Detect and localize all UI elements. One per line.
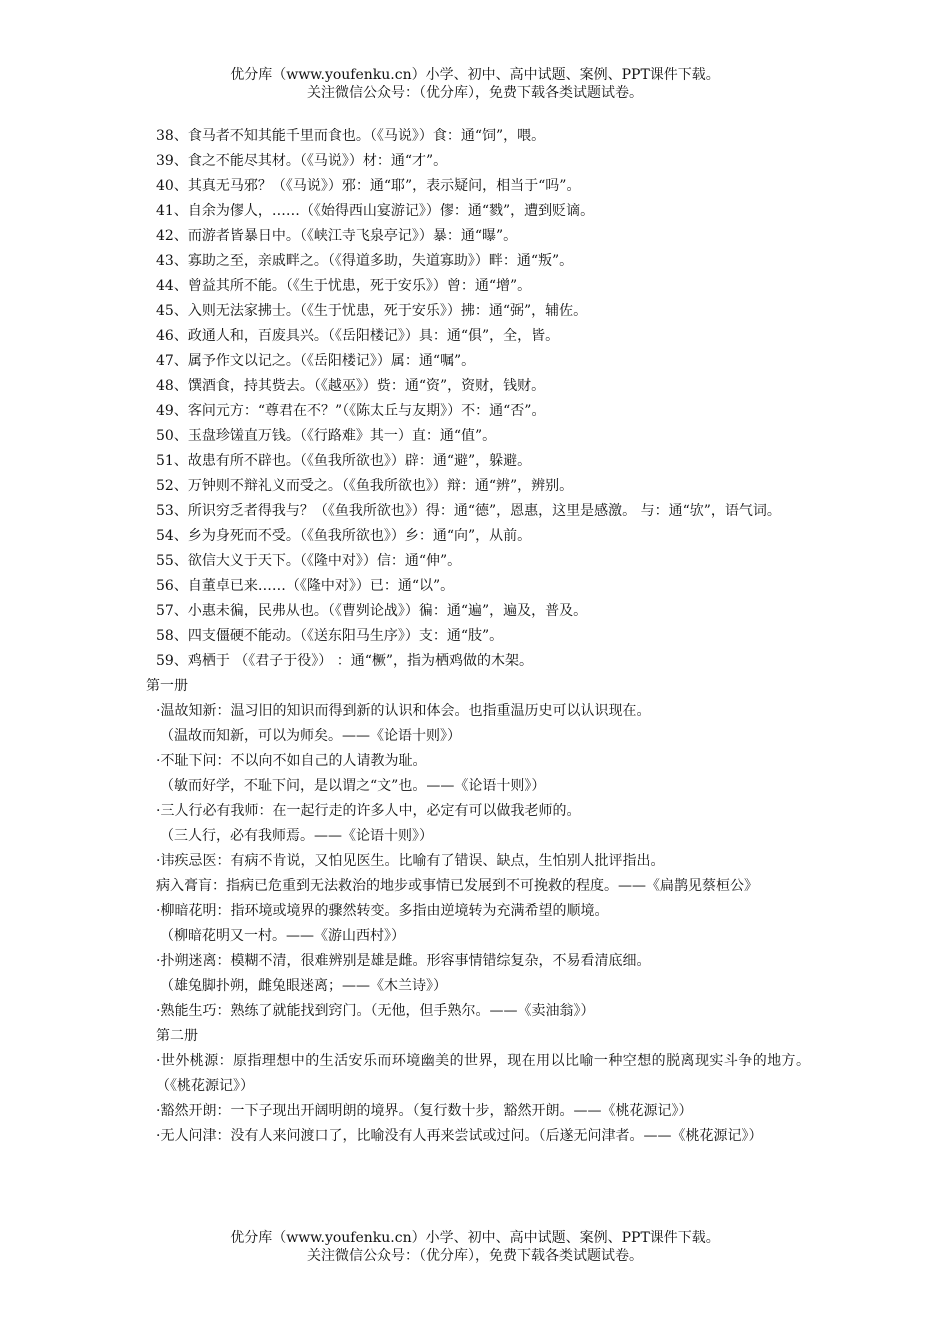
- entry-51: 51、故患有所不辟也。（《鱼我所欲也》）辟：通“避”，躲避。: [156, 453, 532, 469]
- entry-53: 53、所识穷乏者得我与？（《鱼我所欲也》）得：通“德”，恩惠，这里是感激。 与：通“欤”，语气词。: [156, 503, 781, 519]
- entry-49: 49、客问元方：“尊君在不？”（《陈太丘与友期》）不：通“否”。: [156, 403, 546, 419]
- entry-59: 59、鸡栖于 （《君子于役》） ：通“橛”，指为栖鸡做的木架。: [156, 653, 534, 669]
- idiom-line: ·温故知新：温习旧的知识而得到新的认识和体会。也指重温历史可以认识现在。: [156, 703, 651, 719]
- idiom-line: ·豁然开朗：一下子现出开阔明朗的境界。（复行数十步，豁然开朗。——《桃花源记》）: [156, 1103, 693, 1119]
- entry-41: 41、自余为僇人，……（《始得西山宴游记》）僇：通“戮”，遭到贬谪。: [156, 203, 595, 219]
- section-title-book-1: 第一册: [146, 678, 188, 694]
- idiom-line: ·柳暗花明：指环境或境界的骤然转变。多指由逆境转为充满希望的顺境。: [156, 903, 609, 919]
- entry-44: 44、曾益其所不能。（《生于忧患，死于安乐》）曾：通“增”。: [156, 278, 532, 294]
- idiom-line: ·扑朔迷离：模糊不清，很难辨别是雄是雌。形容事情错综复杂，不易看清底细。: [156, 953, 651, 969]
- entry-46: 46、政通人和，百废具兴。（《岳阳楼记》）具：通“俱”，全，皆。: [156, 328, 560, 344]
- idiom-line: 病入膏肓：指病已危重到无法救治的地步或事情已发展到不可挽救的程度。——《扁鹊见蔡桓公》: [156, 878, 758, 894]
- idiom-line: ·三人行必有我师：在一起行走的许多人中，必定有可以做我老师的。: [156, 803, 581, 819]
- entry-45: 45、入则无法家拂士。（《生于忧患，死于安乐》）拂：通“弼”，辅佐。: [156, 303, 588, 319]
- entry-38: 38、食马者不知其能千里而食也。（《马说》）食：通“饲”，喂。: [156, 128, 546, 144]
- entry-55: 55、欲信大义于天下。（《隆中对》）信：通“伸”。: [156, 553, 462, 569]
- idiom-source: （柳暗花明又一村。——《游山西村》）: [160, 928, 405, 944]
- entry-39: 39、食之不能尽其材。（《马说》）材：通“才”。: [156, 153, 448, 169]
- entry-50: 50、玉盘珍馐直万钱。（《行路难》其一）直：通“值”。: [156, 428, 497, 444]
- entry-42: 42、而游者皆暴日中。（《峡江寺飞泉亭记》）暴：通“曝”。: [156, 228, 518, 244]
- idiom-line: ·讳疾忌医：有病不肯说，又怕见医生。比喻有了错误、缺点，生怕别人批评指出。: [156, 853, 665, 869]
- page-footer: [0, 1229, 950, 1265]
- entry-57: 57、小惠未徧，民弗从也。（《曹刿论战》）徧：通“遍”，遍及，普及。: [156, 603, 588, 619]
- footer-line-2: 关注微信公众号：（优分库），免费下载各类试题试卷。: [307, 1248, 643, 1264]
- idiom-line: ·不耻下问：不以向不如自己的人请教为耻。: [156, 753, 427, 769]
- idiom-source: （温故而知新，可以为师矣。——《论语十则》）: [160, 728, 461, 744]
- section-title-book-2: 第二册: [156, 1028, 198, 1044]
- idiom-source: （三人行，必有我师焉。——《论语十则》）: [160, 828, 433, 844]
- idiom-line: ·熟能生巧：熟练了就能找到窍门。（无他，但手熟尔。——《卖油翁》）: [156, 1003, 595, 1019]
- entry-48: 48、馔酒食，持其赀去。（《越巫》）赀：通“资”，资财，钱财。: [156, 378, 546, 394]
- header-line-1: 优分库（www.youfenku.cn）小学、初中、高中试题、案例、PPT课件下载。: [230, 67, 720, 83]
- entry-52: 52、万钟则不辩礼义而受之。（《鱼我所欲也》）辩：通“辨”，辨别。: [156, 478, 574, 494]
- entry-43: 43、寡助之至，亲戚畔之。（《得道多助，失道寡助》）畔：通“叛”。: [156, 253, 574, 269]
- idiom-line: ·世外桃源：原指理想中的生活安乐而环境幽美的世界，现在用以比喻一种空想的脱离现实斗争的地方。（《桃花源记》）: [156, 1053, 810, 1094]
- entry-40: 40、其真无马邪？（《马说》）邪：通“耶”，表示疑问，相当于“吗”。: [156, 178, 581, 194]
- header-line-2: 关注微信公众号：（优分库），免费下载各类试题试卷。: [307, 85, 643, 101]
- entry-47: 47、属予作文以记之。（《岳阳楼记》）属：通“嘱”。: [156, 353, 476, 369]
- idiom-line: ·无人问津：没有人来问渡口了，比喻没有人再来尝试或过问。（后遂无问津者。——《桃花源记》）: [156, 1128, 763, 1144]
- page-header: [0, 66, 950, 102]
- idiom-source: （雄兔脚扑朔，雌兔眼迷离；——《木兰诗》）: [160, 978, 447, 994]
- entry-54: 54、乡为身死而不受。（《鱼我所欲也》）乡：通“向”，从前。: [156, 528, 532, 544]
- entry-58: 58、四支僵硬不能动。（《送东阳马生序》）支：通“肢”。: [156, 628, 504, 644]
- footer-line-1: 优分库（www.youfenku.cn）小学、初中、高中试题、案例、PPT课件下载。: [230, 1230, 720, 1246]
- document-body: [146, 124, 810, 1149]
- entry-56: 56、自董卓已来……（《隆中对》）已：通“以”。: [156, 578, 455, 594]
- idiom-source: （敏而好学，不耻下问，是以谓之“文”也。——《论语十则》）: [160, 778, 546, 794]
